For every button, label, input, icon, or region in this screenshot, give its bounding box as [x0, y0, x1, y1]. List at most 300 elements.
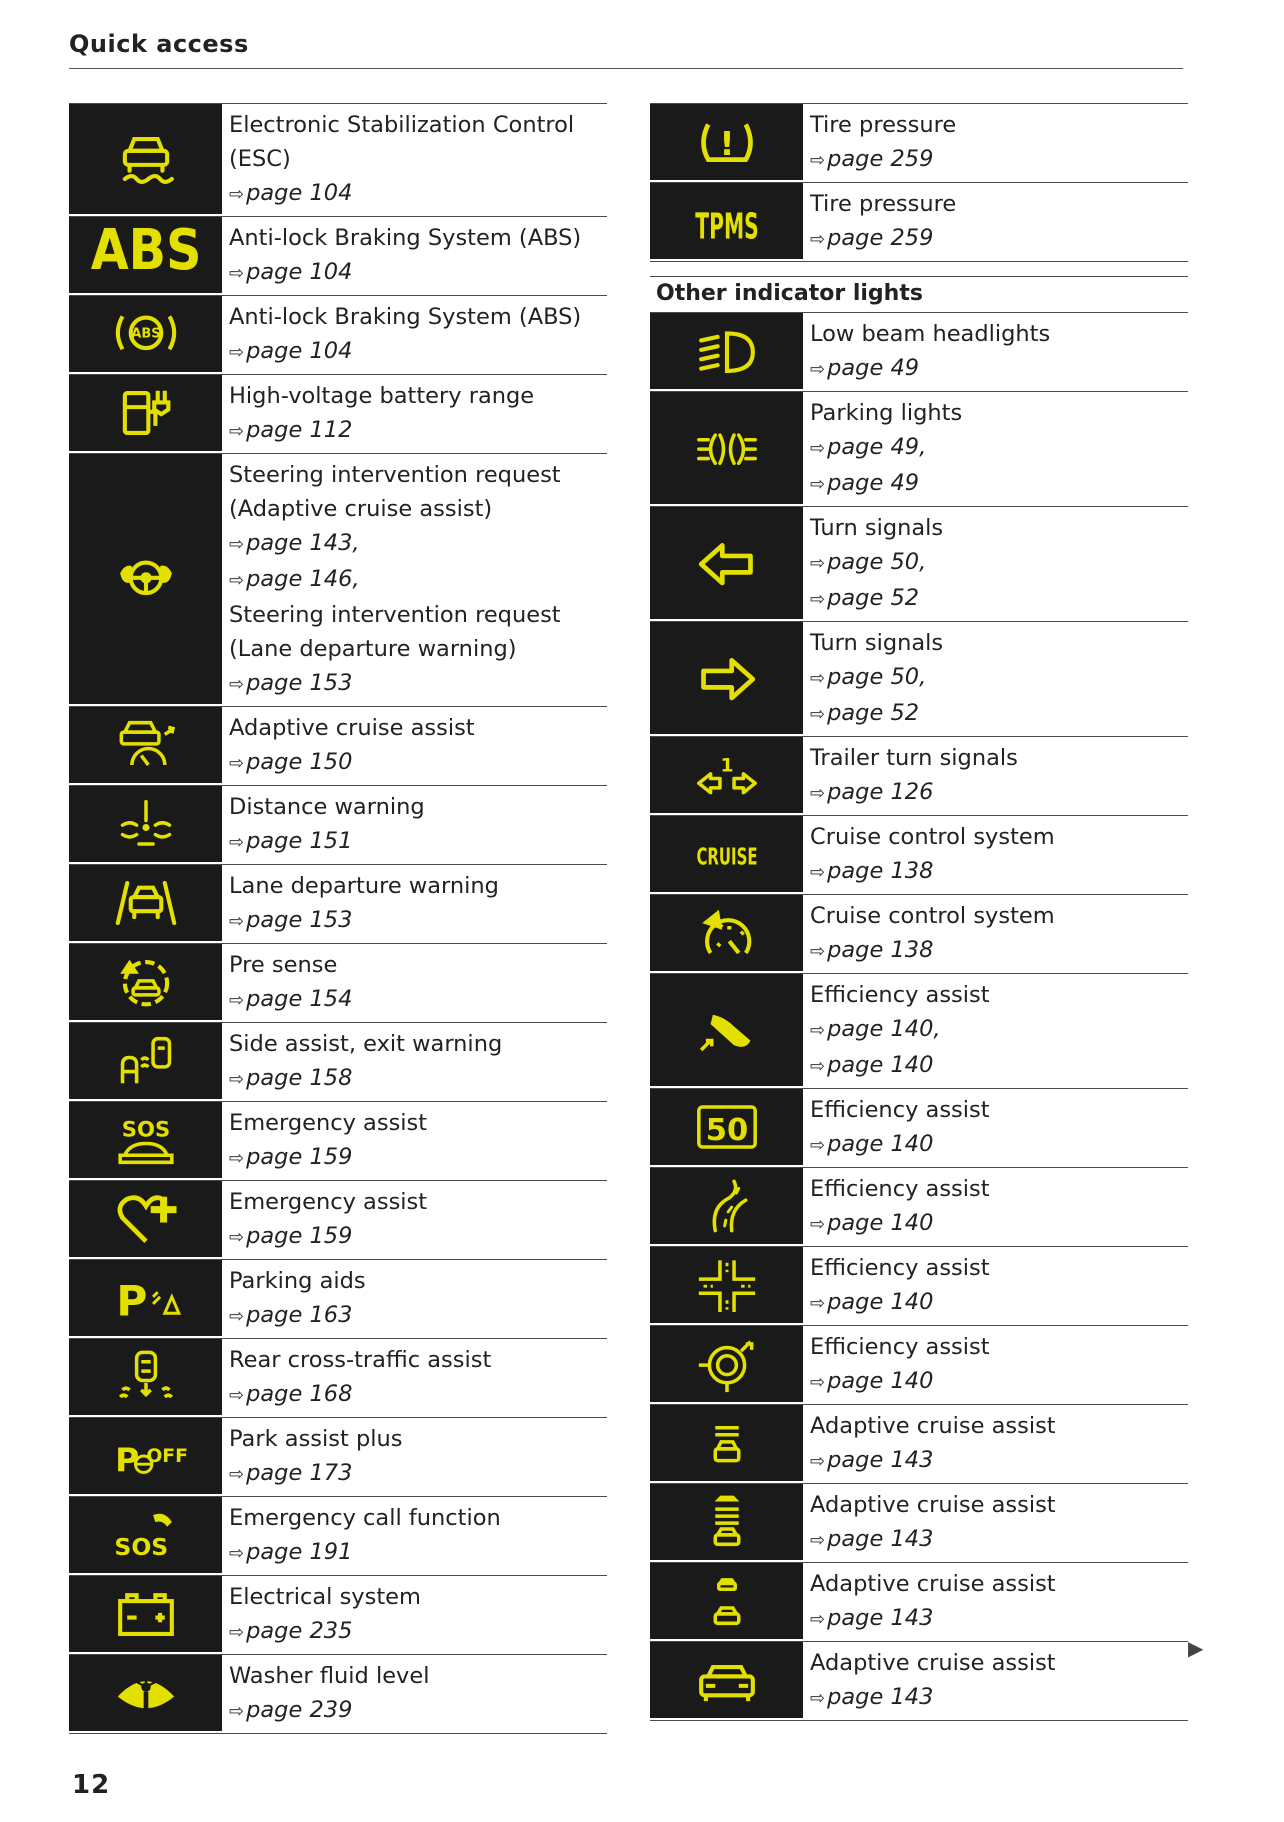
page-reference-link[interactable]: [810, 1443, 1188, 1479]
page-reference-link[interactable]: [810, 660, 1188, 696]
speed-limit-icon: [694, 1100, 760, 1154]
indicator-label: Distance warning: [229, 794, 425, 820]
page-reference-link[interactable]: [229, 1614, 607, 1650]
arrow-right-icon: ⇨: [229, 911, 245, 932]
page-reference-link[interactable]: [810, 854, 1188, 890]
indicator-label: Adaptive cruise assist: [810, 1571, 1056, 1597]
arrow-right-icon: ⇨: [229, 421, 245, 442]
page-reference-link[interactable]: [810, 1364, 1188, 1400]
arrow-right-icon: ⇨: [810, 1135, 826, 1156]
indicator-icon-cell: [650, 974, 803, 1088]
indicator-label: Washer fluid level: [229, 1663, 430, 1689]
indicator-icon-cell: [650, 183, 803, 261]
page-reference-link[interactable]: [229, 666, 607, 702]
indicator-label: (Adaptive cruise assist): [229, 496, 493, 522]
indicator-label: High-voltage battery range: [229, 383, 535, 409]
page-reference-link[interactable]: [229, 255, 607, 291]
svg-text:1: 1: [719, 755, 734, 777]
indicator-row: [69, 706, 607, 785]
page-reference-text: page 143: [827, 1447, 934, 1473]
continue-marker-icon: ▶: [1188, 1636, 1204, 1660]
arrow-right-icon: ⇨: [810, 1609, 826, 1630]
page-reference-text: page 104: [246, 338, 353, 364]
heart-plus-icon: [113, 1192, 179, 1246]
indicator-row: [650, 1167, 1188, 1246]
battery-range-icon: [113, 386, 179, 440]
efficiency-foot-icon: [694, 1003, 760, 1057]
svg-text:P: P: [115, 1276, 147, 1326]
indicator-icon-cell: [650, 1563, 803, 1641]
indicator-row: [650, 1404, 1188, 1483]
indicator-row: [650, 736, 1188, 815]
indicator-row: [69, 1575, 607, 1654]
indicator-icon-cell: [69, 1023, 222, 1101]
page-reference-link[interactable]: [810, 221, 1188, 257]
indicator-icon-cell: [69, 1181, 222, 1259]
indicator-description: [222, 217, 607, 295]
page-header-title: Quick access: [69, 30, 249, 58]
page-reference-link[interactable]: [229, 1140, 607, 1176]
indicator-label: Parking aids: [229, 1268, 366, 1294]
turn-left-icon: [694, 536, 760, 590]
arrow-right-icon: ⇨: [229, 1543, 245, 1564]
indicator-icon-cell: [650, 1484, 803, 1562]
page-reference-text: page 52: [827, 700, 920, 726]
indicator-label: Tire pressure: [810, 191, 957, 217]
page-reference-link[interactable]: [229, 1298, 607, 1334]
indicator-label: Rear cross-traffic assist: [229, 1347, 492, 1373]
indicator-label: Emergency assist: [229, 1110, 428, 1136]
indicator-icon-cell: [69, 1339, 222, 1417]
indicator-description: [803, 1168, 1188, 1246]
svg-text:ABS: ABS: [130, 326, 161, 342]
page-reference-link[interactable]: [810, 1285, 1188, 1321]
steering-hands-icon: [113, 552, 179, 606]
arrow-right-icon: ⇨: [810, 359, 826, 380]
indicator-icon-cell: [69, 1102, 222, 1180]
page-reference-link[interactable]: [810, 430, 1188, 466]
indicator-icon-cell: [69, 865, 222, 943]
indicator-description: [222, 1260, 607, 1338]
page-reference-text: page 49: [827, 470, 920, 496]
indicator-row: [650, 621, 1188, 736]
indicator-label: Adaptive cruise assist: [810, 1413, 1056, 1439]
indicator-icon-cell: [69, 375, 222, 453]
arrow-right-icon: ⇨: [229, 1464, 245, 1485]
arrow-right-icon: ⇨: [810, 1688, 826, 1709]
indicator-description: [222, 786, 607, 864]
page-reference-link[interactable]: [810, 581, 1188, 617]
indicator-description: [222, 296, 607, 374]
indicator-label: Turn signals: [810, 630, 944, 656]
sos-car-icon: [113, 1113, 179, 1167]
indicator-label: Efficiency assist: [810, 982, 990, 1008]
arrow-right-icon: ⇨: [810, 1451, 826, 1472]
indicator-description: [222, 1102, 607, 1180]
indicator-icon-cell: [69, 104, 222, 216]
arrow-right-icon: ⇨: [810, 1372, 826, 1393]
acc-car-far-icon: [694, 1574, 760, 1628]
svg-text:TPMS: TPMS: [694, 206, 759, 248]
page-reference-text: page 168: [246, 1381, 353, 1407]
indicator-label: (Lane departure warning): [229, 636, 517, 662]
indicator-icon-cell: [69, 1576, 222, 1654]
page-reference-link[interactable]: [229, 1456, 607, 1492]
page-reference-link[interactable]: [229, 562, 607, 598]
indicator-label: Adaptive cruise assist: [810, 1650, 1056, 1676]
arrow-right-icon: ⇨: [810, 1020, 826, 1041]
indicator-label: Adaptive cruise assist: [229, 715, 475, 741]
indicator-icon-cell: [650, 622, 803, 736]
indicator-row: [69, 1022, 607, 1101]
indicator-label: Efficiency assist: [810, 1097, 990, 1123]
indicator-label: Turn signals: [810, 515, 944, 541]
parking-lights-icon: [694, 421, 760, 475]
indicator-icon-cell: [69, 707, 222, 785]
indicator-description: [803, 1326, 1188, 1404]
right-column: [650, 103, 1188, 1721]
indicator-row: [650, 506, 1188, 621]
indicator-row: [69, 864, 607, 943]
arrow-right-icon: ⇨: [810, 668, 826, 689]
page-reference-link[interactable]: [229, 1219, 607, 1255]
arrow-right-icon: ⇨: [229, 1148, 245, 1169]
indicator-description: [803, 1642, 1188, 1720]
page-reference-link[interactable]: [810, 1601, 1188, 1637]
indicator-label: Emergency call function: [229, 1505, 501, 1531]
page-reference-text: page 143: [827, 1605, 934, 1631]
indicator-icon-cell: [650, 104, 803, 182]
indicator-row: [650, 1483, 1188, 1562]
page-reference-link[interactable]: [810, 1206, 1188, 1242]
indicator-row: [69, 785, 607, 864]
arrow-right-icon: ⇨: [229, 1227, 245, 1248]
indicator-description: [222, 944, 607, 1022]
indicator-row: [69, 943, 607, 1022]
indicator-label: Anti-lock Braking System (ABS): [229, 304, 582, 330]
indicator-row: [650, 182, 1188, 262]
indicator-row: [69, 1654, 607, 1734]
indicator-row: [69, 103, 607, 216]
page-reference-link[interactable]: [810, 1012, 1188, 1048]
indicator-row: [650, 1088, 1188, 1167]
arrow-right-icon: ⇨: [229, 184, 245, 205]
page-reference-text: page 104: [246, 259, 353, 285]
acc-car-close-icon: [694, 1495, 760, 1549]
indicator-icon-cell: [650, 895, 803, 973]
svg-text:ABS: ABS: [90, 218, 201, 283]
arrow-right-icon: ⇨: [810, 941, 826, 962]
indicator-description: [222, 104, 607, 216]
indicator-row: [69, 295, 607, 374]
indicator-label: Electronic Stabilization Control: [229, 112, 575, 138]
page-reference-link[interactable]: [229, 1377, 607, 1413]
indicator-description: [803, 392, 1188, 506]
indicator-icon-cell: [650, 507, 803, 621]
page-reference-text: page 158: [246, 1065, 353, 1091]
arrow-right-icon: ⇨: [810, 589, 826, 610]
indicator-description: [222, 454, 607, 706]
indicator-row: [650, 1641, 1188, 1721]
indicator-description: [803, 183, 1188, 261]
arrow-right-icon: ⇨: [229, 263, 245, 284]
indicator-description: [803, 816, 1188, 894]
roundabout-icon: [694, 1337, 760, 1391]
svg-text:50: 50: [705, 1112, 748, 1148]
indicator-row: [650, 973, 1188, 1088]
page-reference-text: page 163: [246, 1302, 353, 1328]
indicator-row: [69, 216, 607, 295]
indicator-description: [803, 1247, 1188, 1325]
arrow-right-icon: ⇨: [229, 753, 245, 774]
indicator-table-left: [69, 103, 607, 1734]
indicator-description: [222, 1181, 607, 1259]
page-reference-text: page 153: [246, 907, 353, 933]
arrow-right-icon: ⇨: [229, 990, 245, 1011]
indicator-label: Cruise control system: [810, 824, 1055, 850]
page-reference-text: page 235: [246, 1618, 353, 1644]
indicator-icon-cell: [650, 1168, 803, 1246]
arrow-right-icon: ⇨: [810, 1056, 826, 1077]
indicator-description: [803, 974, 1188, 1088]
page-reference-text: page 239: [246, 1697, 353, 1723]
indicator-label: Steering intervention request: [229, 602, 561, 628]
indicator-description: [222, 1576, 607, 1654]
page-reference-link[interactable]: [229, 176, 607, 212]
indicator-icon-cell: [69, 944, 222, 1022]
indicator-icon-cell: [69, 786, 222, 864]
indicator-row: [650, 391, 1188, 506]
intersection-icon: [694, 1258, 760, 1312]
indicator-icon-cell: [650, 1326, 803, 1404]
side-assist-icon: [113, 1034, 179, 1088]
page-reference-text: page 153: [246, 670, 353, 696]
page-reference-text: page 143: [827, 1526, 934, 1552]
indicator-label: Emergency assist: [229, 1189, 428, 1215]
indicator-icon-cell: [69, 1655, 222, 1733]
page-reference-text: page 259: [827, 225, 934, 251]
indicator-table-right-top: [650, 103, 1188, 262]
indicator-label: Trailer turn signals: [810, 745, 1018, 771]
page-reference-link[interactable]: [229, 1061, 607, 1097]
svg-text:SOS: SOS: [113, 1532, 168, 1561]
page-reference-text: page 138: [827, 937, 934, 963]
cruise-text-icon: [694, 827, 760, 881]
curve-road-icon: [694, 1179, 760, 1233]
page-reference-text: page 150: [246, 749, 353, 775]
page-reference-link[interactable]: [229, 413, 607, 449]
page-reference-text: page 50,: [827, 664, 927, 690]
indicator-description: [222, 1497, 607, 1575]
indicator-label: Pre sense: [229, 952, 338, 978]
page-reference-text: page 50,: [827, 549, 927, 575]
page-reference-link[interactable]: [229, 334, 607, 370]
arrow-right-icon: ⇨: [810, 862, 826, 883]
page-number: 12: [72, 1770, 111, 1800]
page-reference-link[interactable]: [229, 1693, 607, 1729]
indicator-icon-cell: [69, 454, 222, 706]
page-reference-text: page 49,: [827, 434, 927, 460]
page-reference-link[interactable]: [810, 775, 1188, 811]
indicator-row: [69, 453, 607, 706]
page-reference-text: page 159: [246, 1223, 353, 1249]
page-reference-link[interactable]: [810, 933, 1188, 969]
page-reference-link[interactable]: [229, 824, 607, 860]
arrow-right-icon: ⇨: [229, 534, 245, 555]
parking-aids-icon: [113, 1271, 179, 1325]
page-reference-text: page 191: [246, 1539, 353, 1565]
left-column: [69, 103, 607, 1734]
page-reference-link[interactable]: [810, 1522, 1188, 1558]
arrow-right-icon: ⇨: [229, 1069, 245, 1090]
indicator-description: [803, 1089, 1188, 1167]
indicator-label: Side assist, exit warning: [229, 1031, 503, 1057]
page-reference-text: page 146,: [246, 566, 360, 592]
low-beam-icon: [694, 324, 760, 378]
arrow-right-icon: ⇨: [810, 474, 826, 495]
indicator-row: [650, 1562, 1188, 1641]
indicator-label: Anti-lock Braking System (ABS): [229, 225, 582, 251]
indicator-label: Tire pressure: [810, 112, 957, 138]
page-reference-text: page 140: [827, 1289, 934, 1315]
indicator-row: [69, 1417, 607, 1496]
arrow-right-icon: ⇨: [229, 1622, 245, 1643]
indicator-description: [803, 313, 1188, 391]
indicator-description: [803, 622, 1188, 736]
arrow-right-icon: ⇨: [810, 783, 826, 804]
indicator-icon-cell: [69, 1497, 222, 1575]
indicator-icon-cell: [650, 392, 803, 506]
indicator-icon-cell: [69, 217, 222, 295]
page-reference-text: page 140,: [827, 1016, 941, 1042]
page-reference-text: page 138: [827, 858, 934, 884]
page-reference-link[interactable]: [810, 466, 1188, 502]
acc-car-distance-icon: [694, 1416, 760, 1470]
svg-text:OFF: OFF: [145, 1445, 188, 1467]
page-reference-link[interactable]: [229, 903, 607, 939]
indicator-row: [69, 1496, 607, 1575]
arrow-right-icon: ⇨: [229, 1306, 245, 1327]
page-reference-text: page 159: [246, 1144, 353, 1170]
indicator-row: [650, 1246, 1188, 1325]
indicator-row: [650, 103, 1188, 182]
indicator-description: [803, 1405, 1188, 1483]
arrow-right-icon: ⇨: [810, 553, 826, 574]
page-reference-text: page 151: [246, 828, 353, 854]
page-reference-text: page 154: [246, 986, 353, 1012]
page-reference-text: page 126: [827, 779, 934, 805]
page-reference-text: page 140: [827, 1210, 934, 1236]
page-reference-link[interactable]: [229, 745, 607, 781]
battery-icon: [113, 1587, 179, 1641]
indicator-icon-cell: [650, 313, 803, 391]
page-reference-link[interactable]: [810, 545, 1188, 581]
indicator-description: [222, 1418, 607, 1496]
indicator-row: [69, 374, 607, 453]
page-reference-link[interactable]: [810, 696, 1188, 732]
indicator-row: [650, 312, 1188, 391]
indicator-icon-cell: [650, 1642, 803, 1720]
header-rule: [69, 68, 1183, 69]
pre-sense-icon: [113, 955, 179, 1009]
svg-text:SOS: SOS: [121, 1116, 170, 1142]
indicator-icon-cell: [69, 1418, 222, 1496]
page-reference-link[interactable]: [810, 1680, 1188, 1716]
indicator-label: Lane departure warning: [229, 873, 499, 899]
page-reference-link[interactable]: [810, 1127, 1188, 1163]
arrow-right-icon: ⇨: [810, 229, 826, 250]
indicator-description: [803, 1563, 1188, 1641]
svg-text:!: !: [719, 123, 734, 163]
page-reference-text: page 173: [246, 1460, 353, 1486]
page-reference-text: page 140: [827, 1052, 934, 1078]
indicator-row: [650, 815, 1188, 894]
arrow-right-icon: ⇨: [810, 1530, 826, 1551]
indicator-label: Efficiency assist: [810, 1334, 990, 1360]
arrow-right-icon: ⇨: [229, 832, 245, 853]
page-reference-text: page 112: [246, 417, 353, 443]
indicator-icon-cell: [650, 1089, 803, 1167]
page-reference-text: page 52: [827, 585, 920, 611]
indicator-description: [222, 1339, 607, 1417]
svg-text:P: P: [114, 1440, 139, 1480]
section-heading: Other indicator lights: [650, 276, 1188, 312]
indicator-label: Steering intervention request: [229, 462, 561, 488]
indicator-description: [803, 104, 1188, 182]
tpms-text-icon: [694, 194, 760, 248]
esc-car-icon: [113, 132, 179, 186]
page-reference-link[interactable]: [229, 982, 607, 1018]
indicator-row: [650, 894, 1188, 973]
page-reference-link[interactable]: [229, 526, 607, 562]
turn-right-icon: [694, 651, 760, 705]
arrow-right-icon: ⇨: [810, 1214, 826, 1235]
page-reference-text: page 140: [827, 1131, 934, 1157]
sos-phone-icon: [113, 1508, 179, 1562]
page-reference-text: page 143: [827, 1684, 934, 1710]
indicator-icon-cell: [650, 737, 803, 815]
lane-departure-icon: [113, 876, 179, 930]
indicator-description: [222, 1655, 607, 1733]
arrow-right-icon: ⇨: [810, 704, 826, 725]
trailer-turn-icon: [694, 748, 760, 802]
arrow-right-icon: ⇨: [229, 1701, 245, 1722]
rear-cross-traffic-icon: [113, 1350, 179, 1404]
page-reference-link[interactable]: [810, 142, 1188, 178]
indicator-row: [650, 1325, 1188, 1404]
arrow-right-icon: ⇨: [810, 150, 826, 171]
page-reference-text: page 104: [246, 180, 353, 206]
indicator-label: Electrical system: [229, 1584, 421, 1610]
page-reference-link[interactable]: [810, 1048, 1188, 1084]
indicator-description: [803, 737, 1188, 815]
page-reference-link[interactable]: [229, 1535, 607, 1571]
svg-text:CRUISE: CRUISE: [695, 842, 758, 871]
arrow-right-icon: ⇨: [229, 1385, 245, 1406]
indicator-row: [69, 1259, 607, 1338]
page-reference-text: page 140: [827, 1368, 934, 1394]
indicator-icon-cell: [650, 1405, 803, 1483]
arrow-right-icon: ⇨: [810, 438, 826, 459]
indicator-description: [222, 707, 607, 785]
page-reference-link[interactable]: [810, 351, 1188, 387]
distance-warning-icon: [113, 797, 179, 851]
cruise-gauge-icon: [694, 906, 760, 960]
indicator-icon-cell: [69, 296, 222, 374]
indicator-label: (ESC): [229, 146, 291, 172]
indicator-row: [69, 1180, 607, 1259]
indicator-description: [803, 1484, 1188, 1562]
